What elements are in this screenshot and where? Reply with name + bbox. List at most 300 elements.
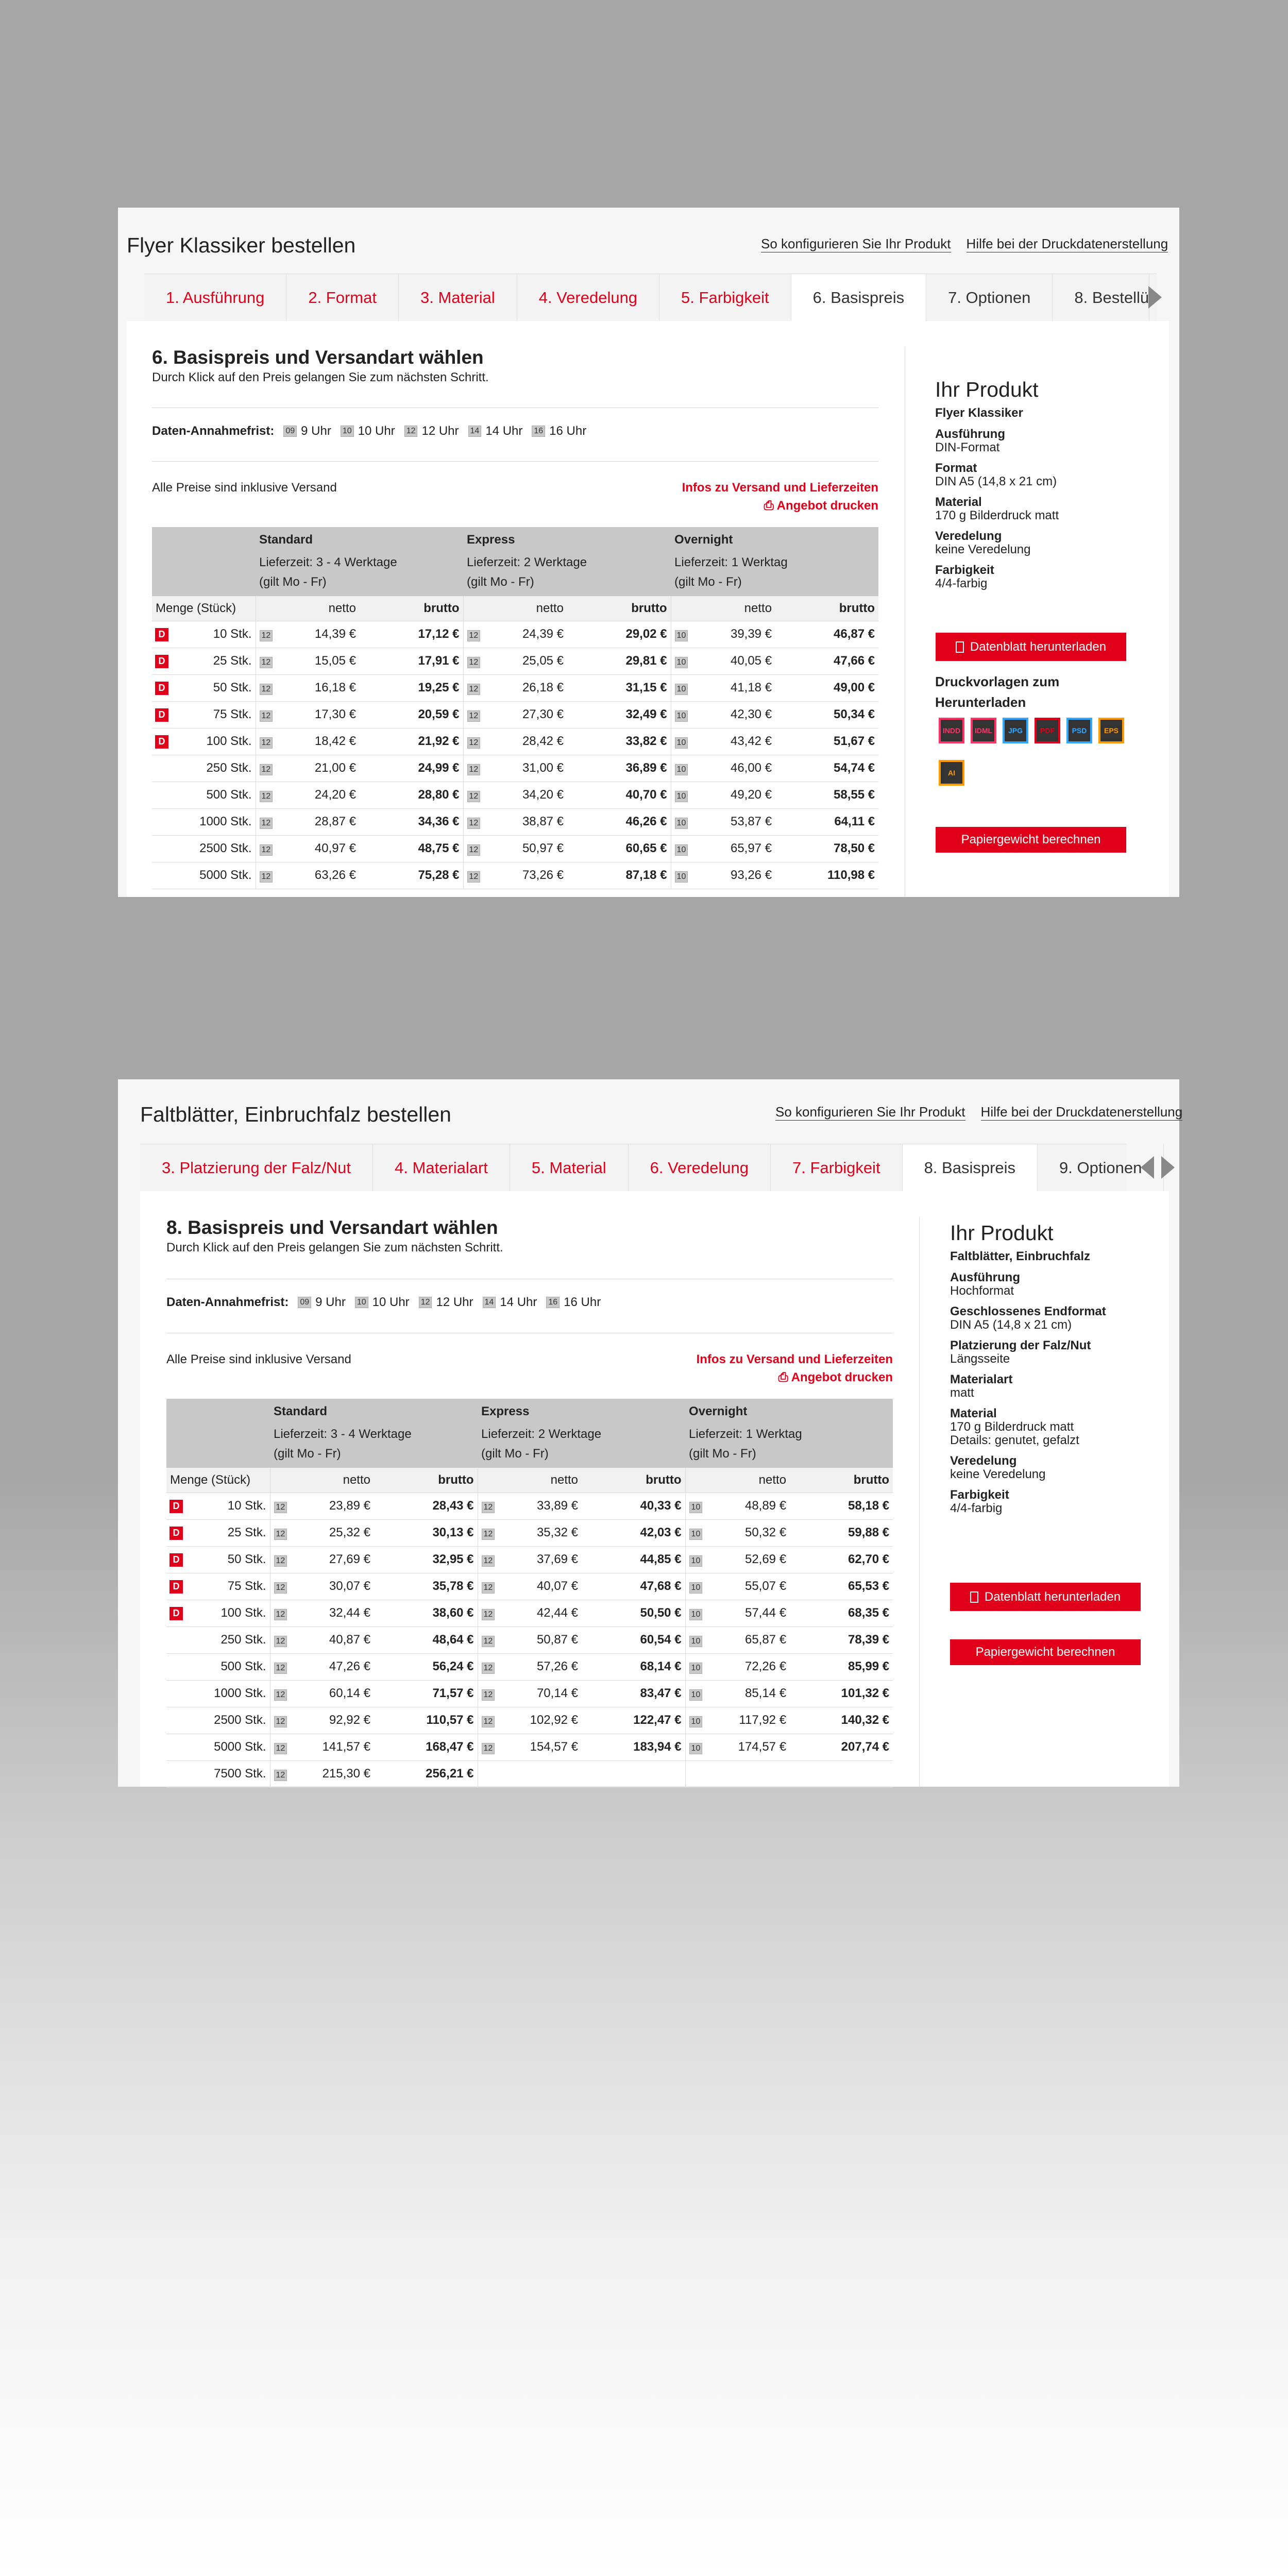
- top-links: [775, 1104, 1182, 1121]
- tab-material[interactable]: 3. Material: [399, 274, 517, 321]
- digital-print-badge-icon: D: [170, 1500, 183, 1513]
- netto-price[interactable]: 40,97 €: [274, 835, 360, 862]
- netto-price[interactable]: 37,69 €: [496, 1546, 582, 1573]
- netto-price[interactable]: 30,07 €: [289, 1573, 374, 1600]
- brutto-price[interactable]: 71,57 €: [374, 1680, 478, 1707]
- hour-badge: 12: [274, 1582, 287, 1594]
- hour-badge: 12: [260, 630, 273, 641]
- netto-price[interactable]: 53,87 €: [689, 808, 775, 835]
- netto-price[interactable]: 50,87 €: [496, 1626, 582, 1653]
- netto-header: netto: [685, 1468, 790, 1493]
- netto-price[interactable]: 93,26 €: [689, 862, 775, 889]
- netto-price[interactable]: 154,57 €: [496, 1734, 582, 1760]
- hour-badge: 10: [689, 1689, 703, 1701]
- group-delivery: Lieferzeit: 2 Werktage (gilt Mo - Fr): [478, 1425, 685, 1468]
- indd-file-icon[interactable]: INDD: [939, 718, 964, 743]
- brutto-price[interactable]: 28,80 €: [360, 782, 463, 808]
- brutto-price[interactable]: 36,89 €: [567, 755, 671, 782]
- netto-price[interactable]: 70,14 €: [496, 1680, 582, 1707]
- brutto-price[interactable]: 48,64 €: [374, 1626, 478, 1653]
- netto-price[interactable]: 73,26 €: [482, 862, 567, 889]
- brutto-price[interactable]: 46,26 €: [567, 808, 671, 835]
- tab-optionen[interactable]: 7. Optionen: [926, 274, 1053, 321]
- deadline-time: 10 Uhr: [372, 1295, 410, 1309]
- brutto-price[interactable]: 46,87 €: [775, 621, 878, 648]
- brutto-price[interactable]: 32,95 €: [374, 1546, 478, 1573]
- brutto-price[interactable]: 60,65 €: [567, 835, 671, 862]
- brutto-header: brutto: [775, 596, 878, 621]
- hour-badge: 12: [467, 818, 481, 829]
- shipping-info-link[interactable]: Infos zu Versand und Lieferzeiten: [696, 1352, 893, 1366]
- brutto-price[interactable]: 24,99 €: [360, 755, 463, 782]
- digital-print-badge-icon: D: [155, 708, 168, 722]
- qty-cell: 1000 Stk.: [152, 808, 256, 835]
- tabs-next-arrow-icon[interactable]: [1148, 286, 1162, 309]
- screenshot-faltblaetter: [118, 1079, 1183, 1787]
- brutto-price[interactable]: 17,12 €: [360, 621, 463, 648]
- hour-badge: 10: [675, 818, 688, 829]
- qty-cell: 500 Stk.: [152, 782, 256, 808]
- deadline-time: 9 Uhr: [315, 1295, 346, 1309]
- link-print-help[interactable]: Hilfe bei der Druckdatenerstellung: [966, 236, 1168, 251]
- sidebar-divider: [919, 1217, 920, 1787]
- hour-badge: 09: [283, 426, 297, 437]
- price-row: [152, 674, 878, 701]
- brutto-price[interactable]: 40,33 €: [582, 1493, 685, 1519]
- netto-price[interactable]: 48,89 €: [704, 1493, 790, 1519]
- netto-price[interactable]: 14,39 €: [274, 621, 360, 648]
- price-table: [152, 527, 878, 889]
- netto-price[interactable]: 27,69 €: [289, 1546, 374, 1573]
- digital-print-badge-icon: D: [170, 1607, 183, 1620]
- netto-price[interactable]: 174,57 €: [704, 1734, 790, 1760]
- hour-badge: 12: [467, 791, 481, 802]
- tab-materialart[interactable]: 4. Materialart: [373, 1144, 510, 1192]
- sidebar-spec: Ausführung Hochformat: [950, 1270, 1020, 1298]
- hour-badge: 12: [274, 1743, 287, 1754]
- netto-price[interactable]: 26,18 €: [482, 674, 567, 701]
- brutto-price[interactable]: 50,34 €: [775, 701, 878, 728]
- qty-cell: 250 Stk.: [152, 755, 256, 782]
- ai-file-icon[interactable]: AI: [939, 760, 964, 786]
- group-name: Express: [478, 1399, 685, 1425]
- netto-price[interactable]: 117,92 €: [704, 1707, 790, 1734]
- netto-price[interactable]: 41,18 €: [689, 674, 775, 701]
- paper-weight-button[interactable]: Papiergewicht berechnen: [936, 827, 1126, 853]
- tab-material[interactable]: 5. Material: [510, 1144, 629, 1192]
- netto-price[interactable]: 52,69 €: [704, 1546, 790, 1573]
- netto-price: [704, 1760, 790, 1787]
- netto-header: netto: [256, 596, 360, 621]
- sidebar-spec: Material 170 g Bilderdruck matt Details: genutet, gefalzt: [950, 1406, 1079, 1447]
- sidebar-spec: Farbigkeit 4/4-farbig: [935, 563, 994, 590]
- tab-basispreis[interactable]: 8. Basispreis: [903, 1144, 1038, 1192]
- brutto-price: [582, 1760, 685, 1787]
- brutto-price[interactable]: 122,47 €: [582, 1707, 685, 1734]
- netto-price[interactable]: 49,20 €: [689, 782, 775, 808]
- netto-header: netto: [671, 596, 775, 621]
- netto-price[interactable]: 39,39 €: [689, 621, 775, 648]
- brutto-price[interactable]: 32,49 €: [567, 701, 671, 728]
- tab-optionen[interactable]: 9. Optionen: [1038, 1144, 1164, 1192]
- netto-price[interactable]: 42,44 €: [496, 1600, 582, 1626]
- tab-basispreis[interactable]: 6. Basispreis: [791, 274, 926, 321]
- print-offer-label: Angebot drucken: [776, 499, 878, 513]
- sidebar-spec: Material 170 g Bilderdruck matt: [935, 495, 1059, 522]
- brutto-price[interactable]: 58,55 €: [775, 782, 878, 808]
- netto-price[interactable]: 141,57 €: [289, 1734, 374, 1760]
- brutto-price[interactable]: 60,54 €: [582, 1626, 685, 1653]
- netto-price[interactable]: 24,39 €: [482, 621, 567, 648]
- brutto-price[interactable]: 28,43 €: [374, 1493, 478, 1519]
- netto-price[interactable]: 72,26 €: [704, 1653, 790, 1680]
- print-offer-link[interactable]: [778, 1370, 893, 1385]
- hour-badge: 12: [482, 1609, 495, 1620]
- sidebar-spec: Format DIN A5 (14,8 x 21 cm): [935, 461, 1057, 488]
- group-name: Standard: [270, 1399, 478, 1425]
- netto-price[interactable]: 35,32 €: [496, 1519, 582, 1546]
- hour-badge: 12: [467, 871, 481, 883]
- qty-cell: 1000 Stk.: [166, 1680, 270, 1707]
- shipping-info-link[interactable]: Infos zu Versand und Lieferzeiten: [682, 481, 878, 495]
- netto-header: netto: [270, 1468, 374, 1493]
- hour-badge: 12: [260, 791, 273, 802]
- netto-price[interactable]: 55,07 €: [704, 1573, 790, 1600]
- link-configure[interactable]: So konfigurieren Sie Ihr Produkt: [761, 236, 951, 251]
- netto-price[interactable]: 85,14 €: [704, 1680, 790, 1707]
- netto-price[interactable]: 50,97 €: [482, 835, 567, 862]
- paper-weight-button[interactable]: Papiergewicht berechnen: [950, 1639, 1141, 1665]
- hour-badge: 10: [689, 1529, 703, 1540]
- brutto-price[interactable]: 110,98 €: [775, 862, 878, 889]
- brutto-price[interactable]: 64,11 €: [775, 808, 878, 835]
- netto-price[interactable]: 28,42 €: [482, 728, 567, 755]
- netto-header: netto: [478, 1468, 582, 1493]
- price-row: [152, 728, 878, 755]
- brutto-price[interactable]: 68,35 €: [790, 1600, 893, 1626]
- price-row: [166, 1653, 893, 1680]
- hour-badge: 12: [260, 684, 273, 695]
- brutto-price[interactable]: 29,81 €: [567, 648, 671, 674]
- netto-price[interactable]: 50,32 €: [704, 1519, 790, 1546]
- tabs-next-arrow-icon[interactable]: [1161, 1156, 1175, 1179]
- main-panel: [140, 1191, 1169, 1787]
- netto-price[interactable]: 15,05 €: [274, 648, 360, 674]
- netto-price[interactable]: 18,42 €: [274, 728, 360, 755]
- netto-price[interactable]: 40,07 €: [496, 1573, 582, 1600]
- brutto-price[interactable]: 51,67 €: [775, 728, 878, 755]
- qty-cell: D 50 Stk.: [166, 1546, 270, 1573]
- netto-price[interactable]: 38,87 €: [482, 808, 567, 835]
- qty-cell: D 10 Stk.: [166, 1493, 270, 1519]
- brutto-price[interactable]: 42,03 €: [582, 1519, 685, 1546]
- tab-farbigkeit[interactable]: 7. Farbigkeit: [771, 1144, 903, 1192]
- sidebar-spec: Platzierung der Falz/Nut Längsseite: [950, 1338, 1091, 1366]
- brutto-price[interactable]: 59,88 €: [790, 1519, 893, 1546]
- qty-cell: 2500 Stk.: [152, 835, 256, 862]
- hour-badge: 10: [675, 684, 688, 695]
- price-row: [152, 648, 878, 674]
- datasheet-download-button[interactable]: Datenblatt herunterladen: [936, 633, 1126, 661]
- deadline-time: 12 Uhr: [421, 424, 459, 438]
- deadline-label: Daten-Annahmefrist:: [152, 424, 275, 438]
- brutto-price[interactable]: 68,14 €: [582, 1653, 685, 1680]
- hour-badge: 12: [467, 710, 481, 722]
- hour-badge: 12: [260, 657, 273, 668]
- qty-cell: D 75 Stk.: [152, 701, 256, 728]
- brutto-price[interactable]: 75,28 €: [360, 862, 463, 889]
- tab-veredelung[interactable]: 6. Veredelung: [629, 1144, 771, 1192]
- netto-price[interactable]: 25,32 €: [289, 1519, 374, 1546]
- hour-badge: 16: [532, 426, 545, 437]
- digital-print-badge-icon: D: [155, 735, 168, 749]
- tabs-prev-arrow-icon[interactable]: [1141, 1156, 1154, 1179]
- price-row: [166, 1600, 893, 1626]
- netto-price[interactable]: 40,87 €: [289, 1626, 374, 1653]
- brutto-price[interactable]: 31,15 €: [567, 674, 671, 701]
- product-sidebar: [950, 1221, 1156, 1522]
- netto-price[interactable]: 47,26 €: [289, 1653, 374, 1680]
- netto-price[interactable]: 23,89 €: [289, 1493, 374, 1519]
- section-title: 8. Basispreis und Versandart wählen: [166, 1217, 498, 1238]
- document-icon: [956, 641, 964, 653]
- hour-badge: 10: [675, 871, 688, 883]
- netto-price[interactable]: 57,44 €: [704, 1600, 790, 1626]
- group-name: Overnight: [671, 527, 878, 553]
- group-delivery: Lieferzeit: 1 Werktag (gilt Mo - Fr): [685, 1425, 893, 1468]
- qty-cell: 5000 Stk.: [152, 862, 256, 889]
- netto-price[interactable]: 17,30 €: [274, 701, 360, 728]
- sidebar-spec: Veredelung keine Veredelung: [935, 529, 1031, 556]
- hour-badge: 14: [483, 1297, 496, 1308]
- deadline-time: 14 Uhr: [500, 1295, 537, 1309]
- hour-badge: 12: [274, 1689, 287, 1701]
- brutto-price[interactable]: 44,85 €: [582, 1546, 685, 1573]
- netto-price[interactable]: 42,30 €: [689, 701, 775, 728]
- hour-badge: 12: [482, 1716, 495, 1727]
- deadline-time: 16 Uhr: [549, 424, 587, 438]
- brutto-price[interactable]: 47,66 €: [775, 648, 878, 674]
- deadline-time: 10 Uhr: [358, 424, 395, 438]
- link-configure[interactable]: So konfigurieren Sie Ihr Produkt: [775, 1104, 965, 1120]
- netto-price[interactable]: 27,30 €: [482, 701, 567, 728]
- group-name: Overnight: [685, 1399, 893, 1425]
- deadline-label: Daten-Annahmefrist:: [166, 1295, 289, 1309]
- hour-badge: 12: [467, 764, 481, 775]
- brutto-price[interactable]: 56,24 €: [374, 1653, 478, 1680]
- deadline-time: 9 Uhr: [301, 424, 331, 438]
- hour-badge: 12: [274, 1609, 287, 1620]
- netto-price[interactable]: 32,44 €: [289, 1600, 374, 1626]
- qty-header: Menge (Stück): [166, 1468, 270, 1493]
- section-subtitle: Durch Klick auf den Preis gelangen Sie zum nächsten Schritt.: [166, 1241, 503, 1255]
- hour-badge: 14: [468, 426, 482, 437]
- netto-price[interactable]: 46,00 €: [689, 755, 775, 782]
- brutto-price[interactable]: 207,74 €: [790, 1734, 893, 1760]
- idml-file-icon[interactable]: IDML: [971, 718, 996, 743]
- digital-print-badge-icon: D: [155, 655, 168, 668]
- brutto-price[interactable]: 40,70 €: [567, 782, 671, 808]
- hour-badge: 12: [274, 1502, 287, 1513]
- print-offer-link[interactable]: [764, 499, 878, 513]
- price-row: [152, 782, 878, 808]
- hour-badge: 10: [689, 1743, 703, 1754]
- brutto-price[interactable]: 38,60 €: [374, 1600, 478, 1626]
- hour-badge: 09: [298, 1297, 311, 1308]
- netto-price[interactable]: 34,20 €: [482, 782, 567, 808]
- sidebar-spec: Farbigkeit 4/4-farbig: [950, 1488, 1009, 1515]
- brutto-price[interactable]: 54,74 €: [775, 755, 878, 782]
- brutto-price[interactable]: 17,91 €: [360, 648, 463, 674]
- netto-price[interactable]: 65,97 €: [689, 835, 775, 862]
- brutto-price[interactable]: 29,02 €: [567, 621, 671, 648]
- brutto-price[interactable]: 65,53 €: [790, 1573, 893, 1600]
- brutto-price[interactable]: 78,50 €: [775, 835, 878, 862]
- qty-cell: D 100 Stk.: [166, 1600, 270, 1626]
- hour-badge: 12: [482, 1529, 495, 1540]
- print-offer-label: Angebot drucken: [791, 1370, 893, 1384]
- psd-file-icon[interactable]: PSD: [1066, 718, 1092, 743]
- price-row: [152, 755, 878, 782]
- eps-file-icon[interactable]: EPS: [1098, 718, 1124, 743]
- brutto-price[interactable]: 19,25 €: [360, 674, 463, 701]
- incl-shipping-note: Alle Preise sind inklusive Versand: [152, 481, 337, 495]
- tab-ausfuehrung[interactable]: 1. Ausführung: [144, 274, 286, 321]
- qty-cell: 5000 Stk.: [166, 1734, 270, 1760]
- brutto-price[interactable]: 21,92 €: [360, 728, 463, 755]
- deadline-row: [152, 424, 596, 438]
- qty-cell: 250 Stk.: [166, 1626, 270, 1653]
- deadline-row: [166, 1295, 610, 1310]
- digital-print-badge-icon: D: [170, 1527, 183, 1540]
- netto-price[interactable]: 40,05 €: [689, 648, 775, 674]
- section-subtitle: Durch Klick auf den Preis gelangen Sie zum nächsten Schritt.: [152, 370, 489, 384]
- brutto-price[interactable]: 47,68 €: [582, 1573, 685, 1600]
- sidebar-spec: Ausführung DIN-Format: [935, 427, 1005, 454]
- brutto-price[interactable]: 85,99 €: [790, 1653, 893, 1680]
- page-title: Flyer Klassiker bestellen: [127, 233, 356, 257]
- brutto-header: brutto: [582, 1468, 685, 1493]
- netto-header: netto: [463, 596, 567, 621]
- netto-price[interactable]: 28,87 €: [274, 808, 360, 835]
- brutto-price[interactable]: 30,13 €: [374, 1519, 478, 1546]
- brutto-price[interactable]: 101,32 €: [790, 1680, 893, 1707]
- digital-print-badge-icon: D: [170, 1553, 183, 1567]
- datasheet-download-button[interactable]: Datenblatt herunterladen: [950, 1583, 1141, 1611]
- qty-cell: D 50 Stk.: [152, 674, 256, 701]
- brutto-price[interactable]: 33,82 €: [567, 728, 671, 755]
- brutto-price[interactable]: 78,39 €: [790, 1626, 893, 1653]
- pdf-file-icon[interactable]: PDF: [1035, 718, 1060, 743]
- brutto-price[interactable]: 58,18 €: [790, 1493, 893, 1519]
- group-delivery: Lieferzeit: 1 Werktag (gilt Mo - Fr): [671, 553, 878, 596]
- netto-price[interactable]: 60,14 €: [289, 1680, 374, 1707]
- netto-price[interactable]: 63,26 €: [274, 862, 360, 889]
- hour-badge: 12: [260, 737, 273, 749]
- brutto-price[interactable]: 50,50 €: [582, 1600, 685, 1626]
- brutto-price[interactable]: 110,57 €: [374, 1707, 478, 1734]
- deadline-time: 16 Uhr: [564, 1295, 601, 1309]
- price-row: [166, 1546, 893, 1573]
- hour-badge: 12: [482, 1743, 495, 1754]
- brutto-price[interactable]: 168,47 €: [374, 1734, 478, 1760]
- tab-format[interactable]: 2. Format: [286, 274, 399, 321]
- netto-price: [496, 1760, 582, 1787]
- netto-price[interactable]: 21,00 €: [274, 755, 360, 782]
- brutto-price[interactable]: 35,78 €: [374, 1573, 478, 1600]
- hour-badge: 12: [419, 1297, 432, 1308]
- hour-badge: 12: [482, 1555, 495, 1567]
- tab-veredelung[interactable]: 4. Veredelung: [517, 274, 659, 321]
- brutto-price[interactable]: 83,47 €: [582, 1680, 685, 1707]
- hour-badge: 12: [260, 710, 273, 722]
- price-table: [166, 1399, 893, 1788]
- brutto-price[interactable]: 256,21 €: [374, 1760, 478, 1787]
- netto-price[interactable]: 33,89 €: [496, 1493, 582, 1519]
- qty-cell: D 25 Stk.: [166, 1519, 270, 1546]
- price-row: [152, 701, 878, 728]
- netto-price[interactable]: 31,00 €: [482, 755, 567, 782]
- netto-price[interactable]: 102,92 €: [496, 1707, 582, 1734]
- brutto-price[interactable]: 34,36 €: [360, 808, 463, 835]
- brutto-price[interactable]: 62,70 €: [790, 1546, 893, 1573]
- price-row: [152, 621, 878, 648]
- brutto-price[interactable]: 49,00 €: [775, 674, 878, 701]
- qty-cell: 7500 Stk.: [166, 1760, 270, 1787]
- brutto-price[interactable]: 20,59 €: [360, 701, 463, 728]
- hour-badge: 16: [546, 1297, 560, 1308]
- qty-cell: D 75 Stk.: [166, 1573, 270, 1600]
- netto-price[interactable]: 215,30 €: [289, 1760, 374, 1787]
- brutto-header: brutto: [567, 596, 671, 621]
- link-print-help[interactable]: Hilfe bei der Druckdatenerstellung: [980, 1104, 1183, 1120]
- jpg-file-icon[interactable]: JPG: [1003, 718, 1028, 743]
- sidebar-spec: Materialart matt: [950, 1372, 1013, 1400]
- netto-price[interactable]: 16,18 €: [274, 674, 360, 701]
- section-title: 6. Basispreis und Versandart wählen: [152, 347, 484, 368]
- hour-badge: 12: [404, 426, 418, 437]
- netto-price[interactable]: 92,92 €: [289, 1707, 374, 1734]
- netto-price[interactable]: 57,26 €: [496, 1653, 582, 1680]
- hour-badge: 12: [467, 737, 481, 749]
- step-tabs: [140, 1144, 1142, 1192]
- hour-badge: 12: [274, 1770, 287, 1781]
- brutto-price[interactable]: 87,18 €: [567, 862, 671, 889]
- brutto-price[interactable]: 140,32 €: [790, 1707, 893, 1734]
- hour-badge: 12: [260, 844, 273, 856]
- hour-badge: 12: [274, 1663, 287, 1674]
- tab-farbigkeit[interactable]: 5. Farbigkeit: [659, 274, 791, 321]
- digital-print-badge-icon: D: [170, 1580, 183, 1594]
- netto-price[interactable]: 43,42 €: [689, 728, 775, 755]
- tab-bestellung[interactable]: 8. Bestellü: [1053, 274, 1149, 321]
- templates-label: Druckvorlagen zum Herunterladen: [935, 674, 1060, 710]
- brutto-price[interactable]: 183,94 €: [582, 1734, 685, 1760]
- netto-price[interactable]: 65,87 €: [704, 1626, 790, 1653]
- hour-badge: 10: [675, 657, 688, 668]
- group-delivery: Lieferzeit: 3 - 4 Werktage (gilt Mo - Fr): [270, 1425, 478, 1468]
- netto-price[interactable]: 24,20 €: [274, 782, 360, 808]
- tab-platzierung[interactable]: 3. Platzierung der Falz/Nut: [140, 1144, 373, 1192]
- brutto-price[interactable]: 48,75 €: [360, 835, 463, 862]
- hour-badge: 12: [482, 1689, 495, 1701]
- step-tabs: [144, 274, 1157, 321]
- hour-badge: 10: [675, 737, 688, 749]
- netto-price[interactable]: 25,05 €: [482, 648, 567, 674]
- hour-badge: 10: [675, 710, 688, 722]
- screenshot-flyer: [118, 208, 1179, 897]
- digital-print-badge-icon: D: [155, 628, 168, 641]
